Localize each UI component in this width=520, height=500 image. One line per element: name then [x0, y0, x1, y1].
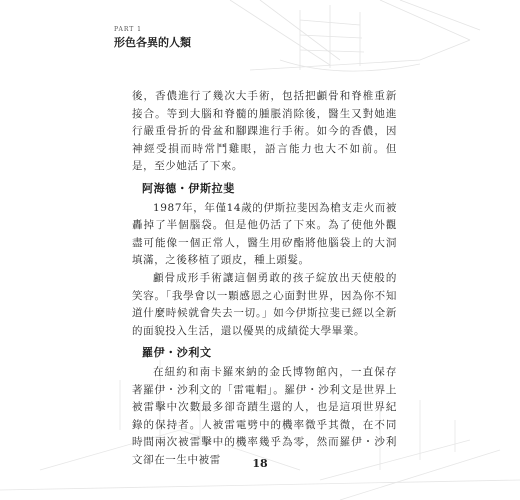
page-header [114, 26, 191, 50]
paragraph: 1987年，年僅14歲的伊斯拉斐因為槍支走火而被轟掉了半個腦袋。但是他仍活了下來。為了使他外觀盡可能像一個正常人，醫生用矽酯將他腦袋上的大洞填滿，之後移植了頭皮，種上頭髮。 [132, 201, 397, 267]
paragraph: 在紐約和南卡羅來納的金氏博物館內，一直保存著羅伊・沙利文的「雷電帽」。羅伊・沙利文是世界上被雷擊中次數最多卻奇蹟生還的人，也是這項世界紀錄的保持者。人被雷電劈中的機率微乎其微，在不同時間兩次被雷擊中的機率幾乎為零，然而羅伊・沙利文卻在一生中被雷 [132, 365, 397, 466]
section-heading: 羅伊・沙利文 [142, 346, 212, 360]
part-label: PART 1 [114, 26, 142, 33]
paragraph: 後，香儂進行了幾次大手術，包括把顱骨和脊椎重新接合。等到大腦和脊髓的腫脹消除後，醫生又對她進行嚴重骨折的骨盆和腳踝進行手術。如今的香儂，因神經受損而時常鬥雞眼，語言能力也大不如前。但是，至少她活了下來。 [132, 90, 397, 173]
body-text [132, 88, 397, 469]
part-title: 形色各異的人類 [114, 36, 191, 49]
ship-sketch-top [230, 0, 480, 71]
section-heading: 阿海德・伊斯拉斐 [142, 181, 235, 195]
paragraph: 顱骨成形手術讓這個勇敢的孩子綻放出天使般的笑容。「我學會以一顆感恩之心面對世界，因為你不知道什麼時候就會失去一切。」如今伊斯拉斐已經以全新的面貌投入生活，還以優異的成績從大學畢業。 [132, 271, 397, 337]
page-number: 18 [252, 457, 268, 470]
